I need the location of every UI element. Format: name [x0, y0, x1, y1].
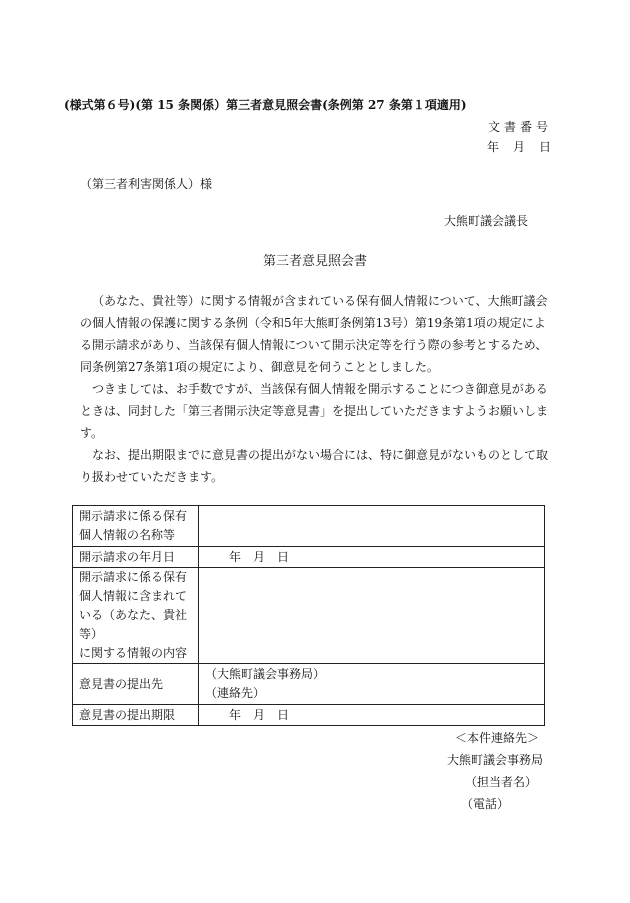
label-line: 個人情報の名称等: [79, 528, 176, 542]
table-label-info-content: [73, 568, 199, 664]
table-label-request-date: 開示請求の年月日: [73, 547, 199, 568]
value-line: （連絡先）: [205, 686, 266, 700]
page-title: 第三者意見照会書: [262, 254, 367, 269]
contact-office: 大熊町議会事務局: [447, 753, 544, 767]
body-text: [80, 290, 552, 488]
body-paragraph: つきましては、お手数ですが、当該保有個人情報を開示することにつき御意見があるときは、同封した「第三者開示決定等意見書」を提出していただきますようお願いします。: [80, 382, 549, 440]
contact-phone: （電話）: [461, 797, 510, 811]
table-row: [73, 506, 545, 547]
table-row: [73, 568, 545, 664]
label-line: 開示請求に係る保有: [79, 509, 188, 523]
issue-date: 年 月 日: [486, 140, 552, 154]
table-value-info-content: [199, 568, 545, 664]
addressee: （第三者利害関係人）様: [80, 177, 213, 191]
body-paragraph: なお、提出期限までに意見書の提出がない場合には、特に御意見がないものとして取り扱わせていただきます。: [80, 448, 549, 484]
table-row: [73, 547, 545, 568]
label-line: 開示請求に係る保有: [79, 570, 188, 584]
table-value-personal-info-name: [199, 506, 545, 547]
label-line: いる（あなた、貴社等）: [79, 608, 188, 641]
table-label-submission-deadline: 意見書の提出期限: [73, 705, 199, 726]
body-paragraph: （あなた、貴社等）に関する情報が含まれている保有個人情報について、大熊町議会の個人情報の保護に関する条例（令和5年大熊町条例第13号）第19条第1項の規定による開示請求があり、当該保有個人情報について開示決定等を行う際の参考とするため、同条例第27条第1項の規定により、御意見を伺うこととしました。: [80, 294, 548, 374]
sender: 大熊町議会議長: [443, 214, 528, 228]
table-label-submission-destination: 意見書の提出先: [73, 664, 199, 705]
info-table: [72, 505, 545, 726]
value-line: （大熊町議会事務局）: [205, 667, 326, 681]
label-line: に関する情報の内容: [79, 646, 188, 660]
label-line: 個人情報に含まれて: [79, 589, 188, 603]
table-value-submission-deadline: 年 月 日: [199, 705, 545, 726]
table-row: [73, 705, 545, 726]
table-label-personal-info-name: [73, 506, 199, 547]
table-value-request-date: 年 月 日: [199, 547, 545, 568]
table-row: [73, 664, 545, 705]
contact-block: [447, 727, 543, 815]
form-number-header: (様式第６号)(第 15 条関係）第三者意見照会書(条例第 27 条第１項適用): [64, 98, 467, 112]
table-value-submission-destination: [199, 664, 545, 705]
contact-person: （担当者名）: [465, 775, 538, 789]
document-number-label: 文書番号: [487, 120, 552, 134]
contact-heading: ＜本件連絡先＞: [455, 731, 540, 745]
